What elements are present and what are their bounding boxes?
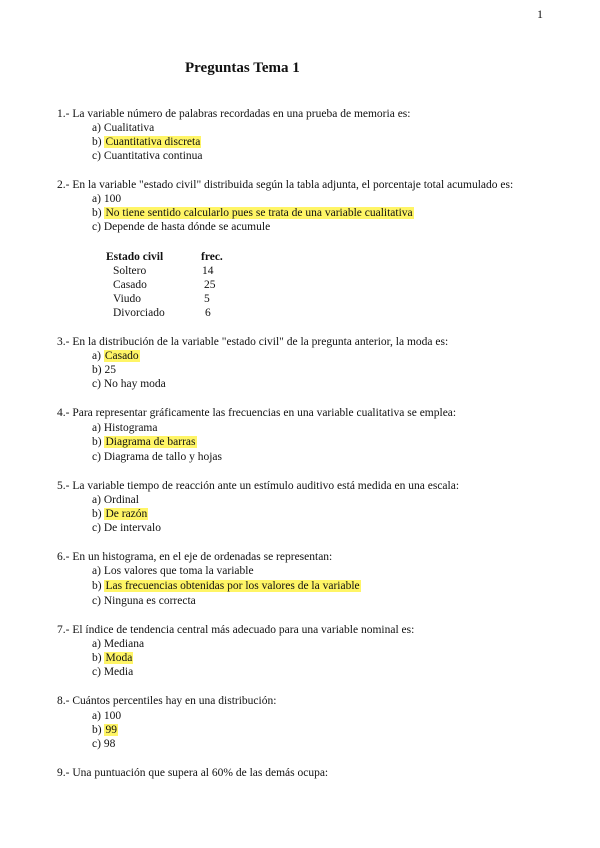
question-3-option-c: c) No hay moda (92, 378, 166, 390)
question-3-option-a: a) Casado (92, 350, 139, 362)
question-4-option-a: a) Histograma (92, 422, 158, 434)
question-8-option-b: b) 99 (92, 724, 117, 736)
highlighted-answer: Moda (105, 652, 133, 664)
question-3-option-b: b) 25 (92, 364, 116, 376)
question-4-text: 4.- Para representar gráficamente las frecuencias en una variable cualitativa se emplea: (57, 407, 457, 419)
highlighted-answer: De razón (105, 508, 148, 520)
question-6-text: 6.- En un histograma, en el eje de ordenadas se representan: (57, 551, 333, 563)
table-cell: 14 (202, 265, 214, 277)
question-5-option-b: b) De razón (92, 508, 148, 520)
highlighted-answer: Casado (104, 350, 139, 362)
question-1-option-b: b) Cuantitativa discreta (92, 136, 201, 148)
question-2-option-a: a) 100 (92, 193, 122, 205)
highlighted-answer: No tiene sentido calcularlo pues se trata de una variable cualitativa (105, 207, 413, 219)
question-4-option-c: c) Diagrama de tallo y hojas (92, 451, 222, 463)
question-5-option-c: c) De intervalo (92, 522, 161, 534)
table-header-frec: frec. (201, 251, 223, 263)
question-2-option-c: c) Depende de hasta dónde se acumule (92, 221, 271, 233)
question-9-text: 9.- Una puntuación que supera al 60% de las demás ocupa: (57, 767, 329, 779)
question-7-option-b: b) Moda (92, 652, 133, 664)
question-2-option-b: b) No tiene sentido calcularlo pues se trata de una variable cualitativa (92, 207, 413, 219)
question-8-option-c: c) 98 (92, 738, 116, 750)
question-4-option-b: b) Diagrama de barras (92, 436, 196, 448)
question-6-option-b: b) Las frecuencias obtenidas por los valores de la variable (92, 580, 360, 592)
table-cell: Divorciado (113, 307, 165, 319)
question-1-option-a: a) Cualitativa (92, 122, 155, 134)
highlighted-answer: 99 (105, 724, 117, 736)
question-7-option-c: c) Media (92, 666, 134, 678)
table-cell: Viudo (113, 293, 142, 305)
question-5-option-a: a) Ordinal (92, 494, 139, 506)
document-title: Preguntas Tema 1 (185, 60, 300, 76)
highlighted-answer: Cuantitativa discreta (105, 136, 201, 148)
highlighted-answer: Las frecuencias obtenidas por los valores de la variable (105, 580, 360, 592)
table-cell: 6 (205, 307, 211, 319)
question-6-option-a: a) Los valores que toma la variable (92, 565, 254, 577)
table-cell: 5 (204, 293, 210, 305)
question-5-text: 5.- La variable tiempo de reacción ante un estímulo auditivo está medida en una escala: (57, 480, 460, 492)
question-1-option-c: c) Cuantitativa continua (92, 150, 203, 162)
table-cell: 25 (204, 279, 216, 291)
table-cell: Casado (113, 279, 147, 291)
question-6-option-c: c) Ninguna es correcta (92, 595, 196, 607)
table-header-estado-civil: Estado civil (106, 251, 164, 263)
question-8-text: 8.- Cuántos percentiles hay en una distribución: (57, 695, 277, 707)
question-7-text: 7.- El índice de tendencia central más adecuado para una variable nominal es: (57, 624, 415, 636)
question-2-text: 2.- En la variable "estado civil" distribuida según la tabla adjunta, el porcentaje total acumulado es: (57, 179, 514, 191)
question-3-text: 3.- En la distribución de la variable "estado civil" de la pregunta anterior, la moda es: (57, 336, 449, 348)
question-1-text: 1.- La variable número de palabras recordadas en una prueba de memoria es: (57, 108, 411, 120)
question-8-option-a: a) 100 (92, 710, 122, 722)
highlighted-answer: Diagrama de barras (105, 436, 196, 448)
question-7-option-a: a) Mediana (92, 638, 145, 650)
table-cell: Soltero (113, 265, 147, 277)
page-number: 1 (537, 7, 543, 21)
